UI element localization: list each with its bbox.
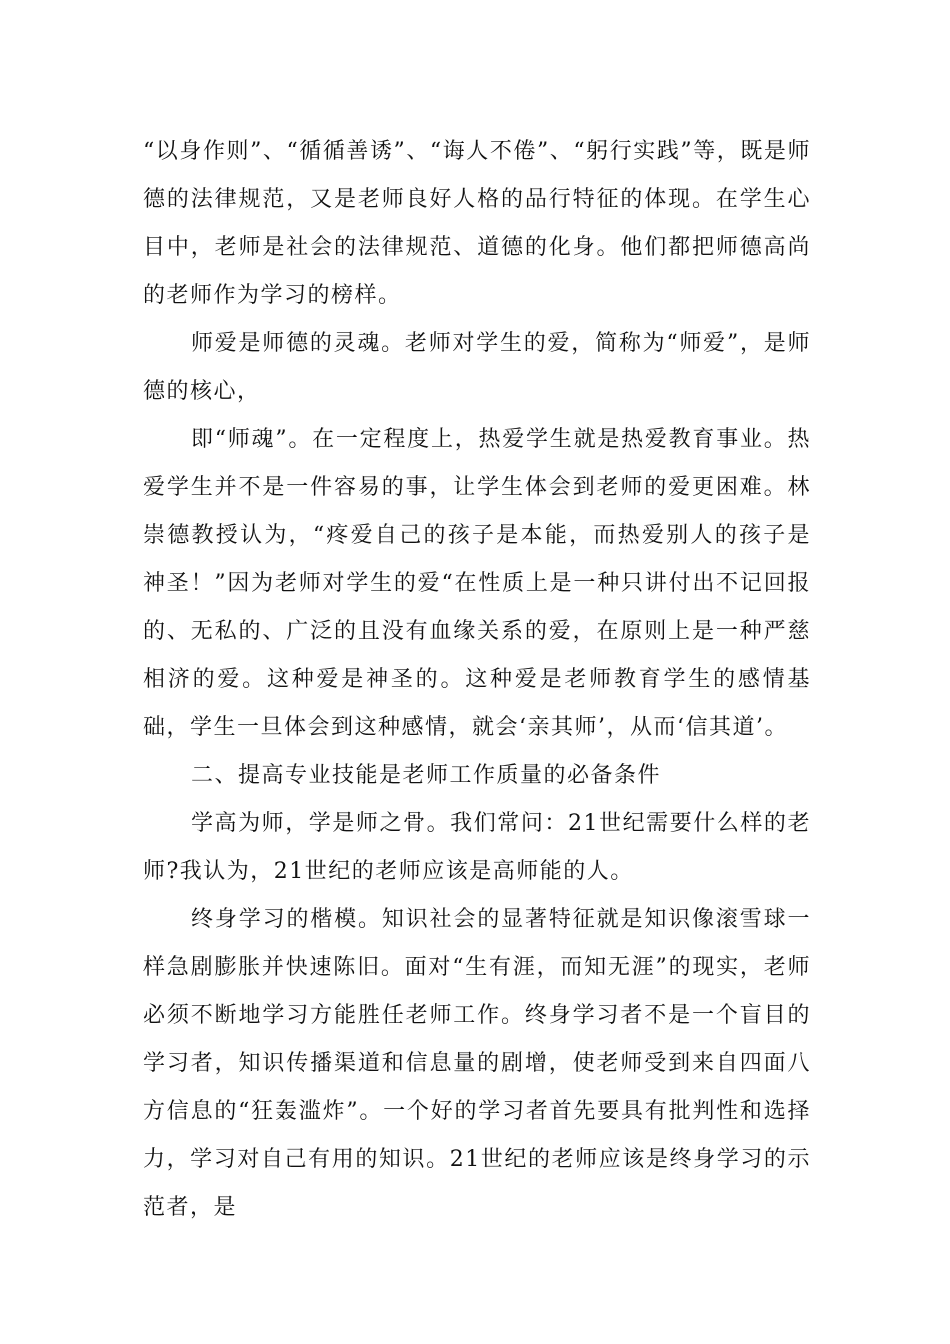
paragraph-21st-century-teacher: 学高为师，学是师之骨。我们常问：21世纪需要什么样的老师?我认为，21世纪的老师应该是高师能的人。	[143, 811, 811, 884]
body-text	[143, 128, 811, 1232]
paragraph-lifelong-learning: 终身学习的楷模。知识社会的显著特征就是知识像滚雪球一样急剧膨胀并快速陈旧。面对“生有涯，而知无涯”的现实，老师必须不断地学习方能胜任老师工作。终身学习者不是一个盲目的学习者，知识传播渠道和信息量的剧增，使老师受到来自四面八方信息的“狂轰滥炸”。一个好的学习者首先要具有批判性和选择力，学习对自己有用的知识。21世纪的老师应该是终身学习的示范者，是	[143, 907, 811, 1220]
section-heading-professional-skills: 二、提高专业技能是老师工作质量的必备条件	[191, 763, 662, 788]
paragraph-teacher-love: 师爱是师德的灵魂。老师对学生的爱，简称为“师爱”，是师德的核心，	[143, 331, 811, 404]
paragraph-virtue-norms: “以身作则”、“循循善诱”、“诲人不倦”、“躬行实践”等，既是师德的法律规范，又是老师良好人格的品行特征的体现。在学生心目中，老师是社会的法律规范、道德的化身。他们都把师德高尚的老师作为学习的榜样。	[143, 139, 811, 308]
paragraph-teacher-soul: 即“师魂”。在一定程度上，热爱学生就是热爱教育事业。热爱学生并不是一件容易的事，让学生体会到老师的爱更困难。林崇德教授认为，“疼爱自己的孩子是本能，而热爱别人的孩子是神圣！”因为老师对学生的爱“在性质上是一种只讲付出不记回报的、无私的、广泛的且没有血缘关系的爱，在原则上是一种严慈相济的爱。这种爱是神圣的。这种爱是老师教育学生的感情基础，学生一旦体会到这种感情，就会‘亲其师’，从而‘信其道’。	[143, 427, 811, 740]
